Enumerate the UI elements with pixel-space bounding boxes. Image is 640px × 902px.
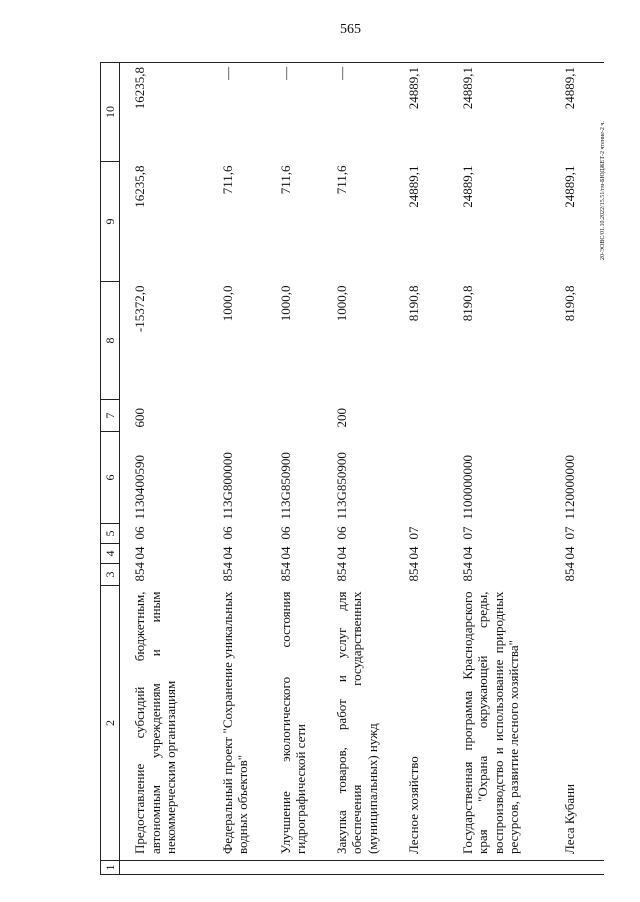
cell: 24889,1 <box>550 63 604 162</box>
header-cell: 1 <box>101 861 120 875</box>
cell: 07 <box>459 526 475 540</box>
cell: 06 <box>333 526 349 540</box>
cell: 113G850900 <box>333 452 349 520</box>
row-name: Леса Кубани <box>550 586 604 861</box>
cell: 854 <box>132 562 147 582</box>
cell: 1000,0 <box>277 285 293 322</box>
cell: 200 <box>333 408 349 428</box>
table-row <box>394 63 448 875</box>
table-row <box>266 63 322 875</box>
cell: 04 <box>333 546 349 560</box>
cell: 854 <box>459 562 475 582</box>
table-row <box>208 63 266 875</box>
cell: 06 <box>219 526 235 540</box>
cell: -15372,0 <box>132 285 147 333</box>
cell: 06 <box>132 526 147 540</box>
cell: 1000,0 <box>219 285 235 322</box>
cell: — <box>266 63 322 162</box>
header-cell: 3 <box>101 564 120 586</box>
cell: 854 <box>277 562 293 582</box>
table-row <box>120 63 208 875</box>
cell: 711,6 <box>277 165 293 195</box>
row-name: Федеральный проект "Сохранение уникальных водных объектов" <box>208 586 266 861</box>
cell: 600 <box>132 408 147 428</box>
cell: 1130400590 <box>132 454 147 520</box>
header-cell: 8 <box>101 282 120 400</box>
cell: 16235,8 <box>120 63 208 162</box>
header-cell: 9 <box>101 162 120 282</box>
cell: 24889,1 <box>394 63 448 162</box>
cell: 854 <box>561 562 577 582</box>
cell: 854 <box>405 562 421 582</box>
row-name: Лесное хозяйство <box>394 586 448 861</box>
row-name: Предоставление субсидий бюджетным, автономным учреждениям и иным некоммерческим организациям <box>120 586 208 861</box>
header-cell: 7 <box>101 400 120 432</box>
cell: 8190,8 <box>561 285 577 322</box>
cell: 113G850900 <box>277 452 293 520</box>
cell: 24889,1 <box>459 165 475 208</box>
cell: 24889,1 <box>561 165 577 208</box>
cell: 1120000000 <box>561 454 577 520</box>
budget-table <box>100 62 604 875</box>
table-row <box>550 63 604 875</box>
cell: 04 <box>561 546 577 560</box>
header-cell: 5 <box>101 524 120 544</box>
cell: 07 <box>405 526 421 540</box>
cell <box>394 400 448 432</box>
cell: 854 <box>219 562 235 582</box>
cell: 854 <box>333 562 349 582</box>
cell: 113G800000 <box>219 452 235 520</box>
cell: 1100000000 <box>459 454 475 520</box>
table-row <box>322 63 394 875</box>
header-cell: 10 <box>101 63 120 162</box>
cell: 04 <box>405 546 421 560</box>
side-note: 20-ЭОВС/01.10.2022/15.51/гм-БЮДЖЕТ-2 чтение-2 ч. <box>600 121 606 260</box>
cell: 04 <box>132 546 147 560</box>
cell: 1000,0 <box>333 285 349 322</box>
cell <box>208 400 266 432</box>
cell <box>266 400 322 432</box>
cell <box>550 400 604 432</box>
cell <box>448 400 550 432</box>
cell <box>394 432 448 524</box>
table-row <box>448 63 550 875</box>
cell: 8190,8 <box>405 285 421 322</box>
cell: 8190,8 <box>459 285 475 322</box>
cell: 24889,1 <box>448 63 550 162</box>
header-cell: 2 <box>101 586 120 861</box>
rotated-page <box>100 63 577 875</box>
cell: 24889,1 <box>405 165 421 208</box>
row-name: Государственная программа Краснодарского края "Охрана окружающей среды, воспроизводство и использование природных ресурсов, развитие лесного хозяйства" <box>448 586 550 861</box>
cell: 04 <box>277 546 293 560</box>
cell: 07 <box>561 526 577 540</box>
cell: 711,6 <box>333 165 349 195</box>
cell: 16235,8 <box>132 165 147 208</box>
cell: 04 <box>219 546 235 560</box>
header-cell: 4 <box>101 544 120 564</box>
cell: — <box>322 63 394 162</box>
cell: 04 <box>459 546 475 560</box>
row-name: Улучшение экологического состояния гидрографической сети <box>266 586 322 861</box>
header-cell: 6 <box>101 432 120 524</box>
page-number: 565 <box>340 22 361 37</box>
table-header-row <box>101 63 120 875</box>
cell: — <box>208 63 266 162</box>
row-name: Закупка товаров, работ и услуг для обеспечения государственных (муниципальных) нужд <box>322 586 394 861</box>
cell: 711,6 <box>219 165 235 195</box>
cell: 06 <box>277 526 293 540</box>
